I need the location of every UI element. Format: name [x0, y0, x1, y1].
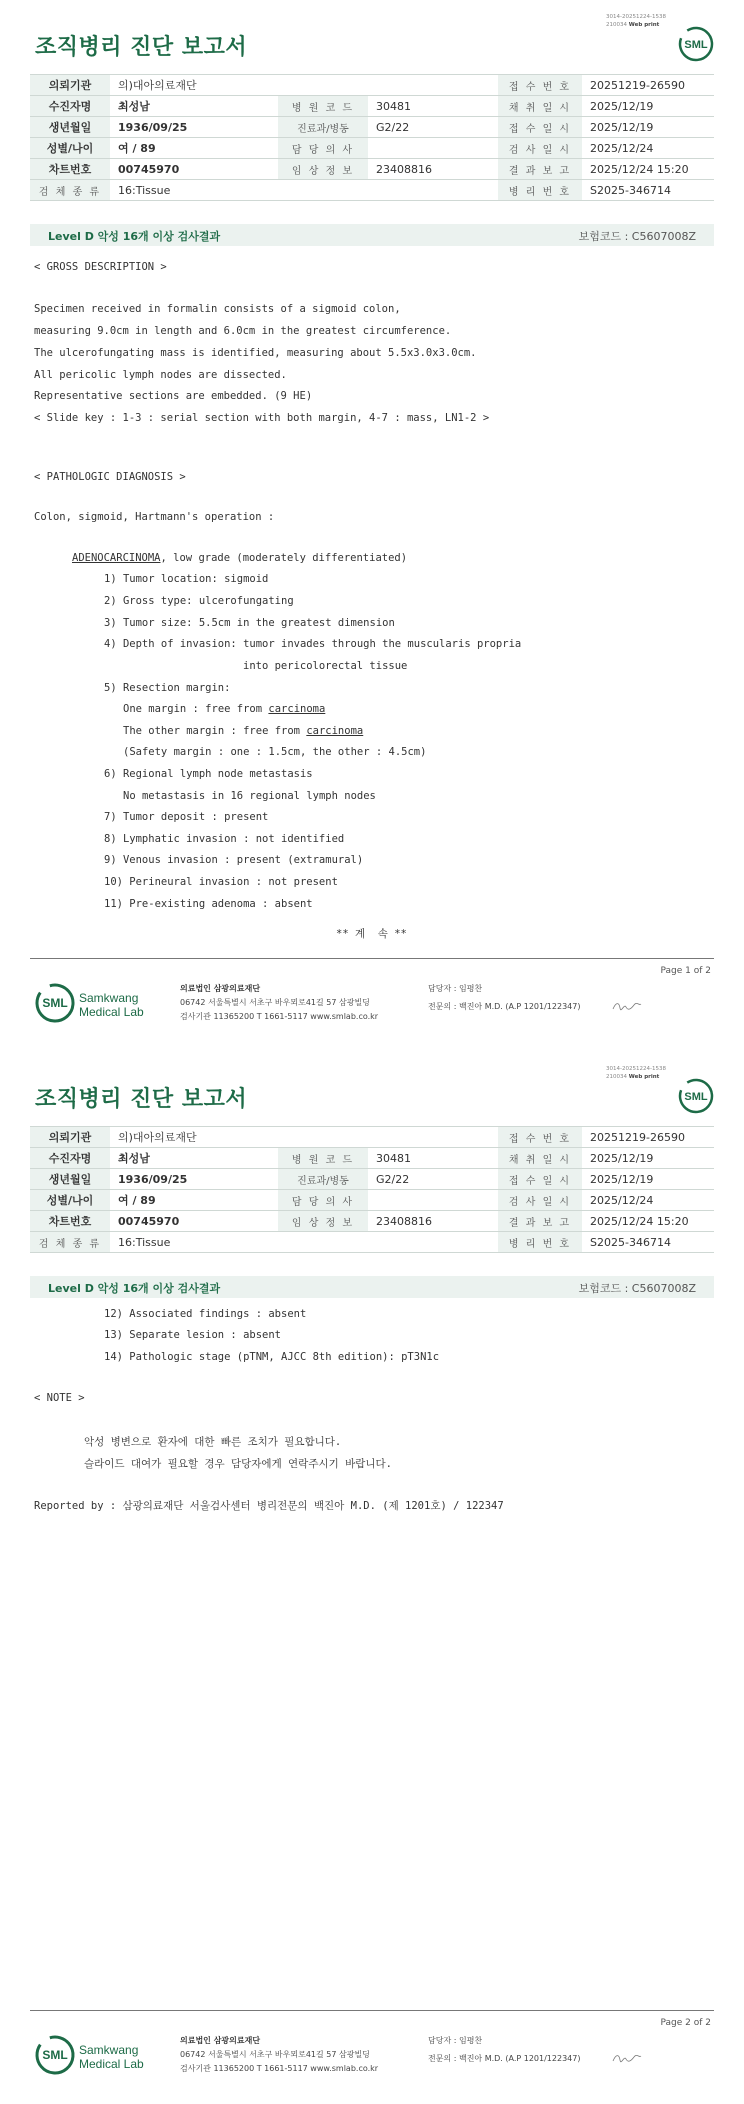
value-receipt-date: 2025/12/19	[582, 117, 714, 138]
value-specimen-type: 16:Tissue	[110, 180, 498, 201]
org-contact: 검사기관 11365200 T 1661-5117 www.smlab.co.kr	[180, 1012, 379, 1021]
label-physician: 담 당 의 사	[278, 138, 368, 159]
value-clinical-info: 23408816	[368, 1211, 498, 1232]
label-requesting-org: 의뢰기관	[30, 75, 110, 96]
diagnosis-item: 11) Pre-existing adenoma : absent	[104, 898, 313, 910]
value-pathology-no: S2025-346714	[582, 1232, 714, 1253]
org-contact: 검사기관 11365200 T 1661-5117 www.smlab.co.kr	[180, 2064, 379, 2073]
page-number: Page 2 of 2	[660, 2018, 711, 2028]
value-specimen-type: 16:Tissue	[110, 1232, 498, 1253]
value-receipt-no: 20251219-26590	[582, 75, 714, 96]
label-clinical-info: 임 상 정 보	[278, 159, 368, 180]
info-row	[30, 96, 714, 117]
diagnosis-item: 5) Resection margin:	[104, 682, 231, 694]
org-name: 의료법인 삼광의료재단	[180, 2036, 261, 2045]
expert-name: 전문의 : 백진아 M.D. (A.P 1201/122347)	[428, 2054, 581, 2063]
footer-divider	[30, 2010, 714, 2011]
note-line: 악성 병변으로 환자에 대한 빠른 조치가 필요합니다.	[84, 1436, 342, 1448]
diagnosis-item: 1) Tumor location: sigmoid	[104, 573, 269, 585]
gross-line: All pericolic lymph nodes are dissected.	[34, 369, 287, 381]
value-patient-name: 최성남	[110, 96, 278, 117]
value-chart-no: 00745970	[110, 159, 278, 180]
diagnosis-item: 9) Venous invasion : present (extramural)	[104, 854, 364, 866]
label-birth-date: 생년월일	[30, 117, 110, 138]
label-chart-no: 차트번호	[30, 1211, 110, 1232]
info-row	[30, 117, 714, 138]
diagnosis-item: (Safety margin : one : 1.5cm, the other : 4.5cm)	[123, 746, 427, 758]
diagnosis-item: 12) Associated findings : absent	[104, 1308, 307, 1320]
signature-icon	[612, 1000, 642, 1012]
label-patient-name: 수진자명	[30, 96, 110, 117]
diagnosis-adenocarcinoma: ADENOCARCINOMA	[72, 552, 161, 564]
insurance-code: 보험코드 : C5607008Z	[578, 230, 696, 243]
label-specimen-type: 검 체 종 류	[30, 1232, 110, 1253]
svg-text:Samkwang: Samkwang	[79, 991, 139, 1005]
label-result-report: 결 과 보 고	[498, 1211, 582, 1232]
diagnosis-item: 13) Separate lesion : absent	[104, 1329, 282, 1341]
info-row	[30, 1232, 714, 1253]
label-pathology-no: 병 리 번 호	[498, 1232, 582, 1253]
result-level-bar	[30, 224, 714, 246]
label-receipt-date: 접 수 일 시	[498, 117, 582, 138]
diagnosis-item: 7) Tumor deposit : present	[104, 811, 269, 823]
diagnosis-intro: Colon, sigmoid, Hartmann's operation :	[34, 511, 275, 523]
diagnosis-item: into pericolorectal tissue	[243, 660, 408, 672]
samkwang-logo	[35, 978, 155, 1028]
level-label: Level D 악성 16개 이상 검사결과	[48, 1282, 221, 1295]
value-birth-date: 1936/09/25	[110, 1169, 278, 1190]
value-birth-date: 1936/09/25	[110, 117, 278, 138]
print-stamp: 3014-20251224-1538 210034 Web print	[606, 1066, 666, 1080]
diagnosis-item: 2) Gross type: ulcerofungating	[104, 595, 294, 607]
sml-logo	[678, 26, 714, 62]
continued-marker: ** 계 속 **	[336, 928, 407, 940]
sml-logo	[678, 1078, 714, 1114]
note-line: 슬라이드 대여가 필요할 경우 담당자에게 연락주시기 바랍니다.	[84, 1458, 392, 1470]
value-pathology-no: S2025-346714	[582, 180, 714, 201]
label-collection-date: 채 취 일 시	[498, 96, 582, 117]
result-level-bar	[30, 1276, 714, 1298]
value-physician	[368, 138, 498, 159]
label-pathology-no: 병 리 번 호	[498, 180, 582, 201]
gross-line: Specimen received in formalin consists of a sigmoid colon,	[34, 303, 401, 315]
value-test-date: 2025/12/24	[582, 138, 714, 159]
value-department: G2/22	[368, 117, 498, 138]
value-result-report: 2025/12/24 15:20	[582, 159, 714, 180]
diagnosis-item: 4) Depth of invasion: tumor invades through the muscularis propria	[104, 638, 522, 650]
carcinoma-term: carcinoma	[306, 725, 364, 737]
info-row	[30, 1211, 714, 1232]
diagnosis-item: One margin : free from carcinoma	[123, 703, 326, 715]
diagnosis-item: 6) Regional lymph node metastasis	[104, 768, 313, 780]
value-sex-age: 여 / 89	[110, 138, 278, 159]
expert-name: 전문의 : 백진아 M.D. (A.P 1201/122347)	[428, 1002, 581, 1011]
label-specimen-type: 검 체 종 류	[30, 180, 110, 201]
signature-icon	[612, 2052, 642, 2064]
level-label: Level D 악성 16개 이상 검사결과	[48, 230, 221, 243]
print-stamp: 3014-20251224-1538 210034 Web print	[606, 14, 666, 28]
label-department: 진료과/병동	[278, 1169, 368, 1190]
footer-org	[180, 982, 378, 1024]
reported-by: Reported by : 삼광의료재단 서울검사센터 병리전문의 백진아 M.D. (제 1201호) / 122347	[34, 1500, 504, 1512]
diagnosis-item: 10) Perineural invasion : not present	[104, 876, 338, 888]
label-physician: 담 당 의 사	[278, 1190, 368, 1211]
diagnosis-item: 3) Tumor size: 5.5cm in the greatest dimension	[104, 617, 395, 629]
value-result-report: 2025/12/24 15:20	[582, 1211, 714, 1232]
label-receipt-date: 접 수 일 시	[498, 1169, 582, 1190]
footer-staff	[428, 980, 580, 1016]
value-sex-age: 여 / 89	[110, 1190, 278, 1211]
label-receipt-no: 접 수 번 호	[498, 75, 582, 96]
carcinoma-term: carcinoma	[268, 703, 326, 715]
svg-text:SML: SML	[684, 39, 708, 51]
value-requesting-org: 의)대아의료재단	[110, 1127, 498, 1148]
report-page-2	[0, 1052, 744, 2104]
value-department: G2/22	[368, 1169, 498, 1190]
info-row	[30, 138, 714, 159]
patient-info-table	[30, 74, 714, 201]
diagnosis-item: No metastasis in 16 regional lymph nodes	[123, 790, 376, 802]
svg-text:SML: SML	[42, 996, 68, 1010]
value-receipt-date: 2025/12/19	[582, 1169, 714, 1190]
label-test-date: 검 사 일 시	[498, 138, 582, 159]
value-hospital-code: 30481	[368, 1148, 498, 1169]
value-collection-date: 2025/12/19	[582, 1148, 714, 1169]
value-chart-no: 00745970	[110, 1211, 278, 1232]
label-result-report: 결 과 보 고	[498, 159, 582, 180]
footer-org	[180, 2034, 378, 2076]
label-hospital-code: 병 원 코 드	[278, 96, 368, 117]
samkwang-logo	[35, 2030, 155, 2080]
page-number: Page 1 of 2	[660, 966, 711, 976]
value-collection-date: 2025/12/19	[582, 96, 714, 117]
value-hospital-code: 30481	[368, 96, 498, 117]
note-heading: < NOTE >	[34, 1392, 85, 1404]
insurance-code: 보험코드 : C5607008Z	[578, 1282, 696, 1295]
svg-text:SML: SML	[684, 1091, 708, 1103]
svg-text:Medical Lab: Medical Lab	[79, 2057, 144, 2071]
footer-divider	[30, 958, 714, 959]
report-title: 조직병리 진단 보고서	[35, 1087, 248, 1112]
label-birth-date: 생년월일	[30, 1169, 110, 1190]
staff-name: 담당자 : 임평찬	[428, 2036, 483, 2045]
footer-staff	[428, 2032, 580, 2068]
label-receipt-no: 접 수 번 호	[498, 1127, 582, 1148]
label-clinical-info: 임 상 정 보	[278, 1211, 368, 1232]
label-collection-date: 채 취 일 시	[498, 1148, 582, 1169]
staff-name: 담당자 : 임평찬	[428, 984, 483, 993]
label-sex-age: 성별/나이	[30, 138, 110, 159]
label-requesting-org: 의뢰기관	[30, 1127, 110, 1148]
label-test-date: 검 사 일 시	[498, 1190, 582, 1211]
org-address: 06742 서울특별시 서초구 바우뫼로41길 57 삼광빌딩	[180, 2050, 370, 2059]
gross-heading: < GROSS DESCRIPTION >	[34, 261, 167, 273]
label-sex-age: 성별/나이	[30, 1190, 110, 1211]
patient-info-table	[30, 1126, 714, 1253]
info-row	[30, 1169, 714, 1190]
gross-line: The ulcerofungating mass is identified, measuring about 5.5x3.0x3.0cm.	[34, 347, 477, 359]
diagnosis-item: The other margin : free from carcinoma	[123, 725, 364, 737]
diagnosis-main: ADENOCARCINOMA, low grade (moderately differentiated)	[72, 552, 408, 564]
diagnosis-item: 14) Pathologic stage (pTNM, AJCC 8th edition): pT3N1c	[104, 1351, 440, 1363]
diagnosis-item: 8) Lymphatic invasion : not identified	[104, 833, 345, 845]
value-receipt-no: 20251219-26590	[582, 1127, 714, 1148]
label-chart-no: 차트번호	[30, 159, 110, 180]
info-row	[30, 180, 714, 201]
label-patient-name: 수진자명	[30, 1148, 110, 1169]
info-row	[30, 159, 714, 180]
info-row	[30, 1190, 714, 1211]
value-clinical-info: 23408816	[368, 159, 498, 180]
value-test-date: 2025/12/24	[582, 1190, 714, 1211]
gross-line: Representative sections are embedded. (9 HE)	[34, 390, 313, 402]
info-row	[30, 1148, 714, 1169]
svg-text:Medical Lab: Medical Lab	[79, 1005, 144, 1019]
svg-text:Samkwang: Samkwang	[79, 2043, 139, 2057]
org-address: 06742 서울특별시 서초구 바우뫼로41길 57 삼광빌딩	[180, 998, 370, 1007]
info-row	[30, 1127, 714, 1148]
diagnosis-heading: < PATHOLOGIC DIAGNOSIS >	[34, 471, 186, 483]
report-title: 조직병리 진단 보고서	[35, 35, 248, 60]
svg-text:SML: SML	[42, 2048, 68, 2062]
gross-line: measuring 9.0cm in length and 6.0cm in the greatest circumference.	[34, 325, 452, 337]
org-name: 의료법인 삼광의료재단	[180, 984, 261, 993]
label-department: 진료과/병동	[278, 117, 368, 138]
label-hospital-code: 병 원 코 드	[278, 1148, 368, 1169]
value-patient-name: 최성남	[110, 1148, 278, 1169]
value-requesting-org: 의)대아의료재단	[110, 75, 498, 96]
info-row	[30, 75, 714, 96]
value-physician	[368, 1190, 498, 1211]
gross-line: < Slide key : 1-3 : serial section with both margin, 4-7 : mass, LN1-2 >	[34, 412, 490, 424]
